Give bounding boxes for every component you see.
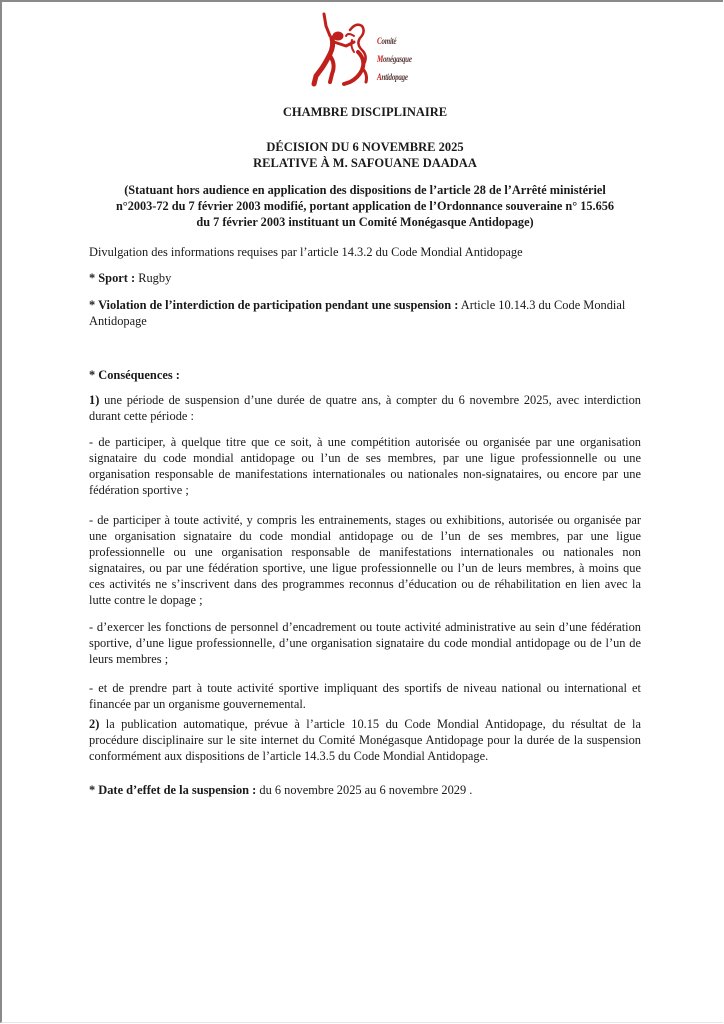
violation-field: [89, 297, 641, 329]
cma-logo: [310, 12, 440, 94]
logo-line-antidopage: Antidopage: [377, 72, 408, 82]
restriction-bullet-1: - de participer, à quelque titre que ce soit, à une compétition autorisée ou organisée par une organisation signataire du code mondial antidopage ou l’un de ses membres, par une ligue professionnelle ou une organisation responsable de manifestations internationales ou nationales non-signataires, ou encore par une fédération sportive ;: [89, 435, 641, 497]
chamber-title: CHAMBRE DISCIPLINAIRE: [282, 105, 448, 119]
consequences-heading: * Conséquences :: [89, 368, 180, 382]
effective-date-value: du 6 novembre 2025 au 6 novembre 2029 .: [256, 783, 473, 797]
violation-value: Article 10.14.3 du Code Mondial Antidopage: [89, 298, 626, 328]
logo-wordmark: [377, 32, 412, 86]
sport-label: * Sport :: [89, 271, 136, 285]
consequence-item-1: 1) une période de suspension d’une durée de quatre ans, à compter du 6 novembre 2025, avec interdiction durant cette période :: [89, 393, 641, 423]
violation-label: * Violation de l’interdiction de participation pendant une suspension :: [89, 298, 459, 312]
decision-title: [89, 139, 641, 171]
logo-line-monegasque: Monégasque: [377, 54, 412, 64]
restriction-bullet-4: - et de prendre part à toute activité sportive impliquant des sportifs de niveau national ou international et financée par un organisme gouvernemental.: [89, 681, 641, 711]
decision-date: DÉCISION DU 6 NOVEMBRE 2025: [266, 140, 464, 154]
decision-subject: RELATIVE À M. SAFOUANE DAADAA: [253, 156, 477, 170]
dancing-figures-icon: [310, 12, 376, 94]
logo-line-comite: Comité: [377, 36, 397, 46]
statute-reference: (Statuant hors audience en application des dispositions de l’article 28 de l’Arrêté ministériel n°2003-72 du 7 février 2003 modifié, portant application de l’Ordonnance souveraine n° 15.656 du 7 février 2003 instituant un Comité Monégasque Antidopage): [115, 183, 615, 229]
sport-field: [89, 270, 641, 286]
effective-date-label: * Date d’effet de la suspension :: [89, 783, 257, 797]
restriction-bullet-3: - d’exercer les fonctions de personnel d’encadrement ou toute activité administrative au sein d’une fédération sportive, d’une ligue professionnelle, d’une organisation signataire du code mondial antidopage ou de l’un de leurs membres ;: [89, 620, 641, 666]
item-number: 2): [89, 717, 100, 731]
sport-value: Rugby: [135, 271, 172, 285]
consequence-item-2: 2) la publication automatique, prévue à l’article 10.15 du Code Mondial Antidopage, du résultat de la procédure disciplinaire sur le site internet du Comité Monégasque Antidopage pour la durée de la suspension conformément aux dispositions de l’article 14.3.5 du Code Mondial Antidopage.: [89, 717, 641, 763]
disclosure-statement: Divulgation des informations requises par l’article 14.3.2 du Code Mondial Antidopage: [89, 245, 523, 259]
item-number: 1): [89, 393, 100, 407]
restriction-bullet-2: - de participer à toute activité, y compris les entrainements, stages ou exhibitions, autorisée ou organisée par une organisation signataire du code mondial antidopage ou de l’un de ses membres, par une ligue professionnelle ou une organisation responsable de manifestations internationales ou nationales non signataires, ou par une fédération sportive, une ligue professionnelle ou l’un de leurs membres, à moins que ces activités ne s’inscrivent dans des programmes reconnus d’éducation ou de réhabilitation en lien avec la lutte contre le dopage ;: [89, 513, 641, 607]
effective-date-field: [89, 782, 641, 798]
